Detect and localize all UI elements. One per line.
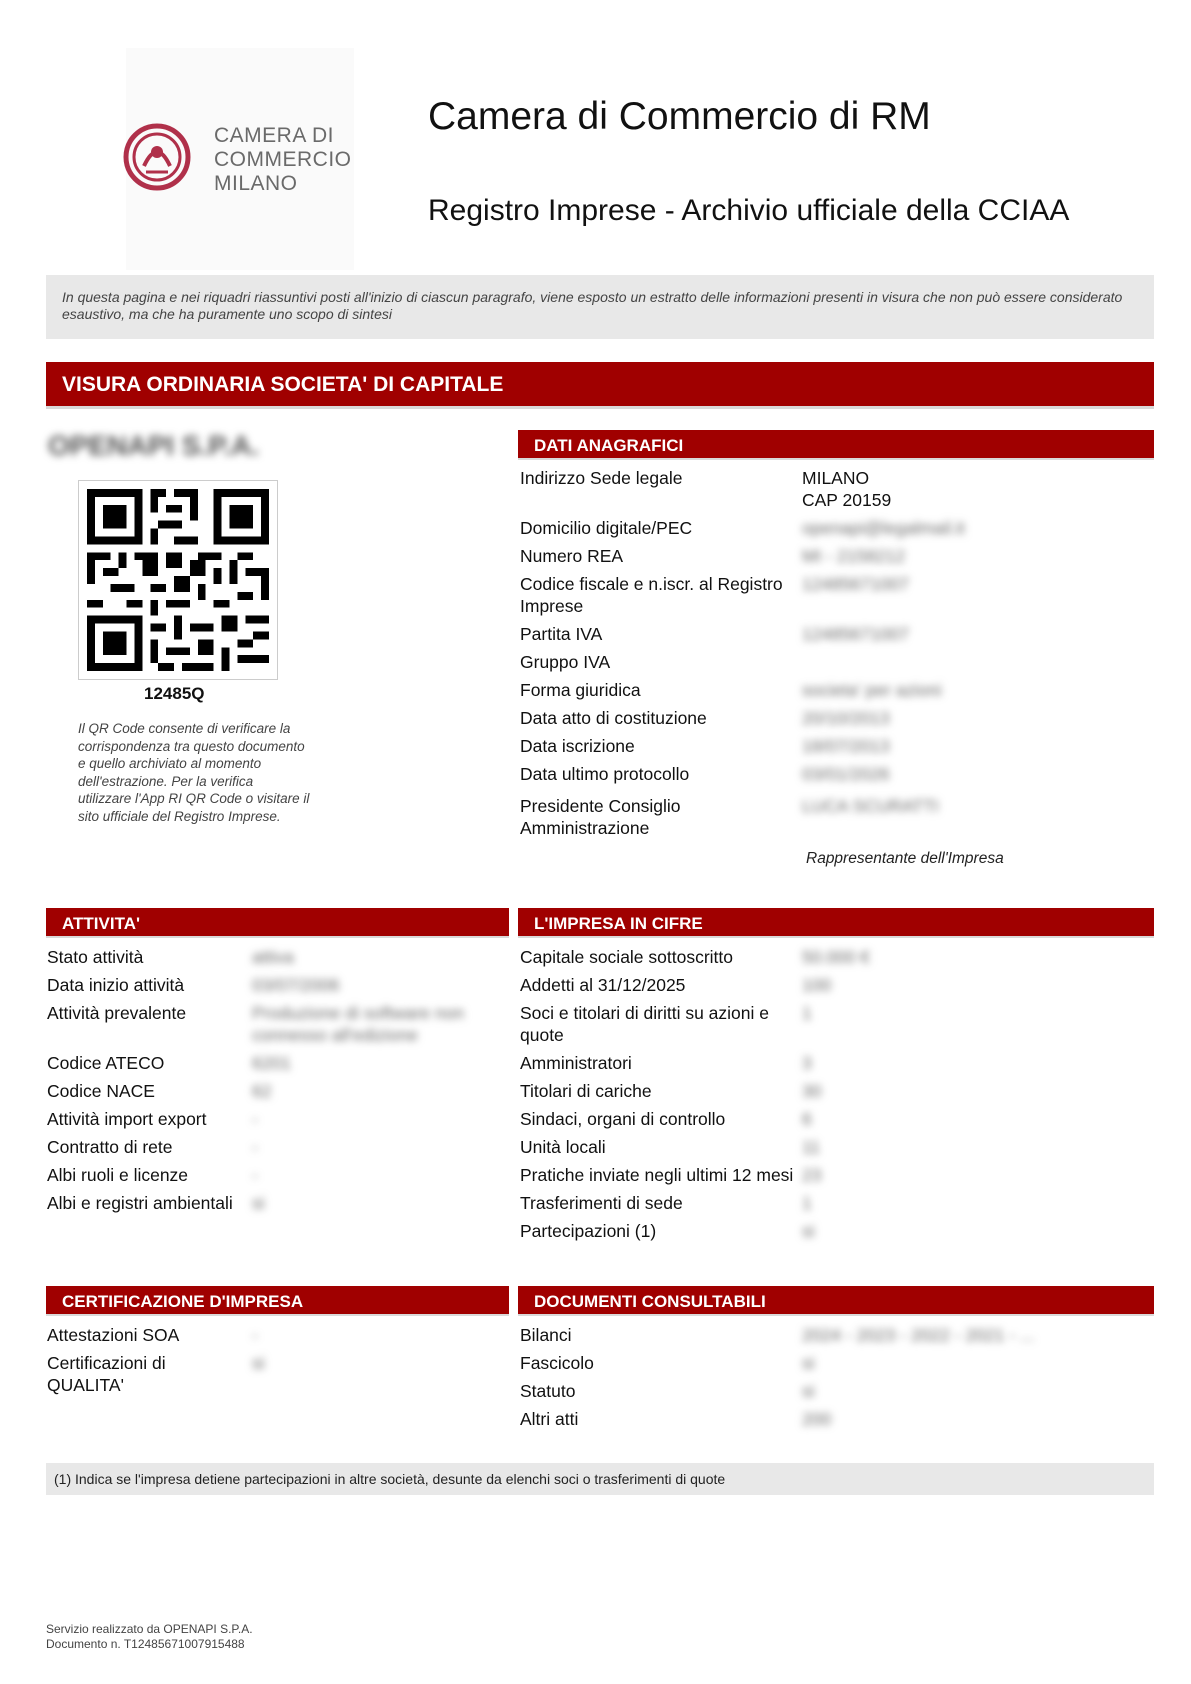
value-fascicolo: si [802,1353,815,1373]
label-pratiche: Pratiche inviate negli ultimi 12 mesi [520,1165,794,1185]
disclaimer-box: In questa pagina e nei riquadri riassuntivi posti all'inizio di ciascun paragrafo, viene esposto un estratto delle informazioni presenti in visura che non può essere considerato esaustivo, ma che ha puramente uno scopo di sintesi [46,275,1154,339]
value-presidente: LUCA SCURATTI [802,796,939,816]
value-codice-nace: 62 [252,1081,272,1101]
label-attivita-prevalente: Attività prevalente [47,1003,187,1023]
section-attivita-header: ATTIVITA' [46,908,509,938]
value-pec: openapi@legalmail.it [802,518,965,538]
logo-line-1: CAMERA DI [214,124,335,147]
label-bilanci: Bilanci [520,1325,572,1345]
value-albi-ambientali: si [252,1193,265,1213]
label-indirizzo: Indirizzo Sede legale [520,468,683,488]
label-data-iscrizione: Data iscrizione [520,736,635,756]
label-codice-fiscale: Codice fiscale e n.iscr. al Registro Imprese [520,574,783,616]
label-titolari-cariche: Titolari di cariche [520,1081,652,1101]
logo-line-2: COMMERCIO [214,148,352,171]
value-partita-iva: 12485671007 [802,624,910,644]
value-cap: CAP 20159 [802,490,892,510]
value-partecipazioni: si [802,1221,815,1241]
value-codice-ateco: 6201 [252,1053,291,1073]
value-capitale-sociale: 50.000 € [802,947,871,967]
label-attestazioni-soa: Attestazioni SOA [47,1325,180,1345]
value-albi-ruoli: - [252,1165,258,1185]
label-partita-iva: Partita IVA [520,624,603,644]
logo-wordmark [214,124,352,196]
qr-note: Il QR Code consente di verificare la corrispondenza tra questo documento e quello archiviato al momento dell'estrazione. Per la verifica utilizzare l'App RI QR Code o visitare il sito ufficiale del Registro Imprese. [78,721,310,824]
label-rea: Numero REA [520,546,624,566]
qr-code-frame [78,480,278,680]
rappresentante-label: Rappresentante dell'Impresa [806,850,1004,867]
banner-underline [46,406,1154,409]
label-contratto-rete: Contratto di rete [47,1137,173,1157]
label-soci: Soci e titolari di diritti su azioni e quote [520,1003,769,1045]
label-stato-attivita: Stato attività [47,947,144,967]
label-ultimo-protocollo: Data ultimo protocollo [520,764,690,784]
value-rea: MI - 2158212 [802,546,906,566]
label-gruppo-iva: Gruppo IVA [520,652,611,672]
label-certificazioni-qualita: Certificazioni di QUALITA' [47,1353,166,1395]
document-subtitle: Registro Imprese - Archivio ufficiale della CCIAA [428,194,1070,227]
value-data-iscrizione: 18/07/2013 [802,736,890,756]
logo-line-3: MILANO [214,172,298,195]
label-pec: Domicilio digitale/PEC [520,518,693,538]
section-documenti-header: DOCUMENTI CONSULTABILI [518,1286,1154,1316]
visura-banner: VISURA ORDINARIA SOCIETA' DI CAPITALE [46,362,1154,406]
label-data-atto: Data atto di costituzione [520,708,707,728]
value-forma-giuridica: societa' per azioni [802,680,942,700]
value-unita-locali: 11 [802,1137,821,1157]
value-trasferimenti: 1 [802,1193,812,1213]
label-albi-ruoli: Albi ruoli e licenze [47,1165,189,1185]
label-amministratori: Amministratori [520,1053,632,1073]
value-stato-attivita: attiva [252,947,294,967]
value-sindaci: 6 [802,1109,812,1129]
label-sindaci: Sindaci, organi di controllo [520,1109,726,1129]
value-titolari-cariche: 30 [802,1081,822,1101]
label-altri-atti: Altri atti [520,1409,579,1429]
label-codice-ateco: Codice ATECO [47,1053,165,1073]
footer-service: Servizio realizzato da OPENAPI S.P.A. [46,1622,253,1636]
value-codice-fiscale: 12485671007 [802,574,910,594]
label-partecipazioni: Partecipazioni (1) [520,1221,657,1241]
label-trasferimenti: Trasferimenti di sede [520,1193,683,1213]
value-amministratori: 3 [802,1053,812,1073]
value-altri-atti: 200 [802,1409,832,1429]
label-statuto: Statuto [520,1381,576,1401]
value-addetti: 100 [802,975,832,995]
label-forma-giuridica: Forma giuridica [520,680,641,700]
value-data-inizio: 03/07/2006 [252,975,340,995]
label-codice-nace: Codice NACE [47,1081,155,1101]
footnote: (1) Indica se l'impresa detiene partecipazioni in altre società, desunte da elenchi soci o trasferimenti di quote [46,1463,1154,1495]
value-indirizzo: MILANO [802,468,870,488]
value-ultimo-protocollo: 03/01/2026 [802,764,890,784]
label-fascicolo: Fascicolo [520,1353,594,1373]
label-import-export: Attività import export [47,1109,207,1129]
label-presidente: Presidente Consiglio Amministrazione [520,796,681,838]
value-pratiche: 23 [802,1165,822,1185]
section-dati-anagrafici-header: DATI ANAGRAFICI [518,430,1154,460]
label-albi-ambientali: Albi e registri ambientali [47,1193,233,1213]
label-unita-locali: Unità locali [520,1137,606,1157]
value-data-atto: 20/10/2013 [802,708,890,728]
value-bilanci: 2024 - 2023 - 2022 - 2021 - ... [802,1325,1035,1345]
value-certificazioni-qualita: si [252,1353,265,1373]
label-capitale-sociale: Capitale sociale sottoscritto [520,947,734,967]
section-certificazione-header: CERTIFICAZIONE D'IMPRESA [46,1286,509,1316]
qr-code-label: 12485Q [144,684,205,703]
document-title: Camera di Commercio di RM [428,95,931,138]
value-contratto-rete: - [252,1137,258,1157]
chamber-seal-icon [122,122,192,192]
section-impresa-cifre-header: L'IMPRESA IN CIFRE [518,908,1154,938]
footer [46,1622,253,1652]
value-statuto: si [802,1381,815,1401]
value-soci: 1 [802,1003,812,1023]
value-import-export: - [252,1109,258,1129]
label-addetti: Addetti al 31/12/2025 [520,975,686,995]
footer-document-number: Documento n. T124856710079154​88 [46,1637,245,1651]
qr-code-icon [79,481,277,679]
label-data-inizio: Data inizio attività [47,975,185,995]
value-attivita-prevalente: Produzione di software non connesso all'edizione [252,1003,465,1045]
value-attestazioni-soa: - [252,1325,258,1345]
company-name: OPENAPI S.P.A. [48,430,260,461]
